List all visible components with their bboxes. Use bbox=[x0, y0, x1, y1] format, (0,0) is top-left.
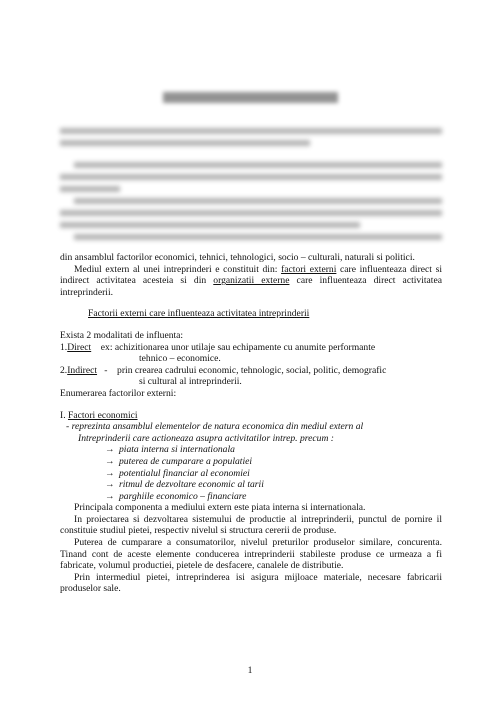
modality-direct: 1. Direct ex: achizitionarea unor utilaje sau echipamente cu anumite performante bbox=[60, 341, 376, 353]
list-item: → piata interna si internationala bbox=[105, 444, 235, 456]
arrow-icon: → bbox=[105, 490, 115, 502]
factor-heading: I. Factori economici bbox=[60, 409, 138, 421]
modality-indirect: 2. Indirect - prin crearea cadrului economic, tehnologic, social, politic, demografic bbox=[60, 364, 387, 376]
paragraph-intermediu: Prin intermediul pietei, intreprinderea isi asigura mijloace materiale, necesare fabricarii produselor sale. bbox=[60, 571, 442, 595]
paragraph-piata: Principala componenta a mediului extern este piata interna si internationala. bbox=[74, 502, 366, 514]
list-item: → puterea de cumparare a populatiei bbox=[105, 455, 253, 467]
modality-direct-cont: tehnico – economice. bbox=[139, 353, 221, 365]
blurred-title bbox=[163, 92, 338, 103]
section-heading: Factorii externi care influenteaza activitatea intreprinderii bbox=[88, 308, 310, 320]
link-organizatii-externe: organizatii externe bbox=[213, 275, 290, 287]
factor-list bbox=[60, 444, 442, 502]
arrow-icon: → bbox=[105, 467, 115, 479]
paragraph-continuation: din ansamblul factorilor economici, tehnici, tehnologici, socio – culturali, naturali si politici. bbox=[60, 252, 415, 263]
paragraph-putere: Puterea de cumparare a consumatorilor, nivelul preturilor produselor similare, concurenta. Tinand cont de aceste elemente conducerea intreprinderii stabileste produse ce urmeaza a fi fabricate, volumul productiei, pietele de desfacere, canalele de distributie. bbox=[60, 537, 442, 572]
arrow-icon: → bbox=[105, 455, 115, 467]
enumeration-heading: Enumerarea factorilor externi: bbox=[60, 387, 177, 399]
paragraph-proiectare: In proiectarea si dezvoltarea sistemului de productie al intreprinderii, punctul de pornire il constituie studiul pietei, respectiv nivelul si structura cererii de produse. bbox=[60, 513, 442, 537]
list-item: → potentialul financiar al economiei bbox=[105, 467, 250, 479]
factor-definition: - reprezinta ansamblul elementelor de natura economica din mediul extern al Intreprinderii care actioneaza asupra activitatilor intrep. precum : bbox=[66, 421, 364, 444]
list-item: → ritmul de dezvoltare economic al tarii bbox=[105, 479, 264, 491]
modalities-intro: Exista 2 modalitati de influenta: bbox=[60, 329, 184, 341]
arrow-icon: → bbox=[105, 479, 115, 491]
page-number: 1 bbox=[247, 665, 253, 676]
modality-indirect-cont: si cultural al intreprinderii. bbox=[139, 376, 242, 388]
document-body bbox=[60, 252, 442, 595]
paragraph-mediul-extern: Mediul extern al unei intreprinderi e constituit din: factori externi care influenteaza direct si indirect activitatea acesteia si din organizatii externe care influenteaza direct activitatea intreprinderii. bbox=[60, 263, 442, 298]
arrow-icon: → bbox=[105, 444, 115, 456]
link-factori-externi: factori externi bbox=[281, 263, 337, 275]
list-item: → parghiile economico – financiare bbox=[105, 490, 247, 502]
